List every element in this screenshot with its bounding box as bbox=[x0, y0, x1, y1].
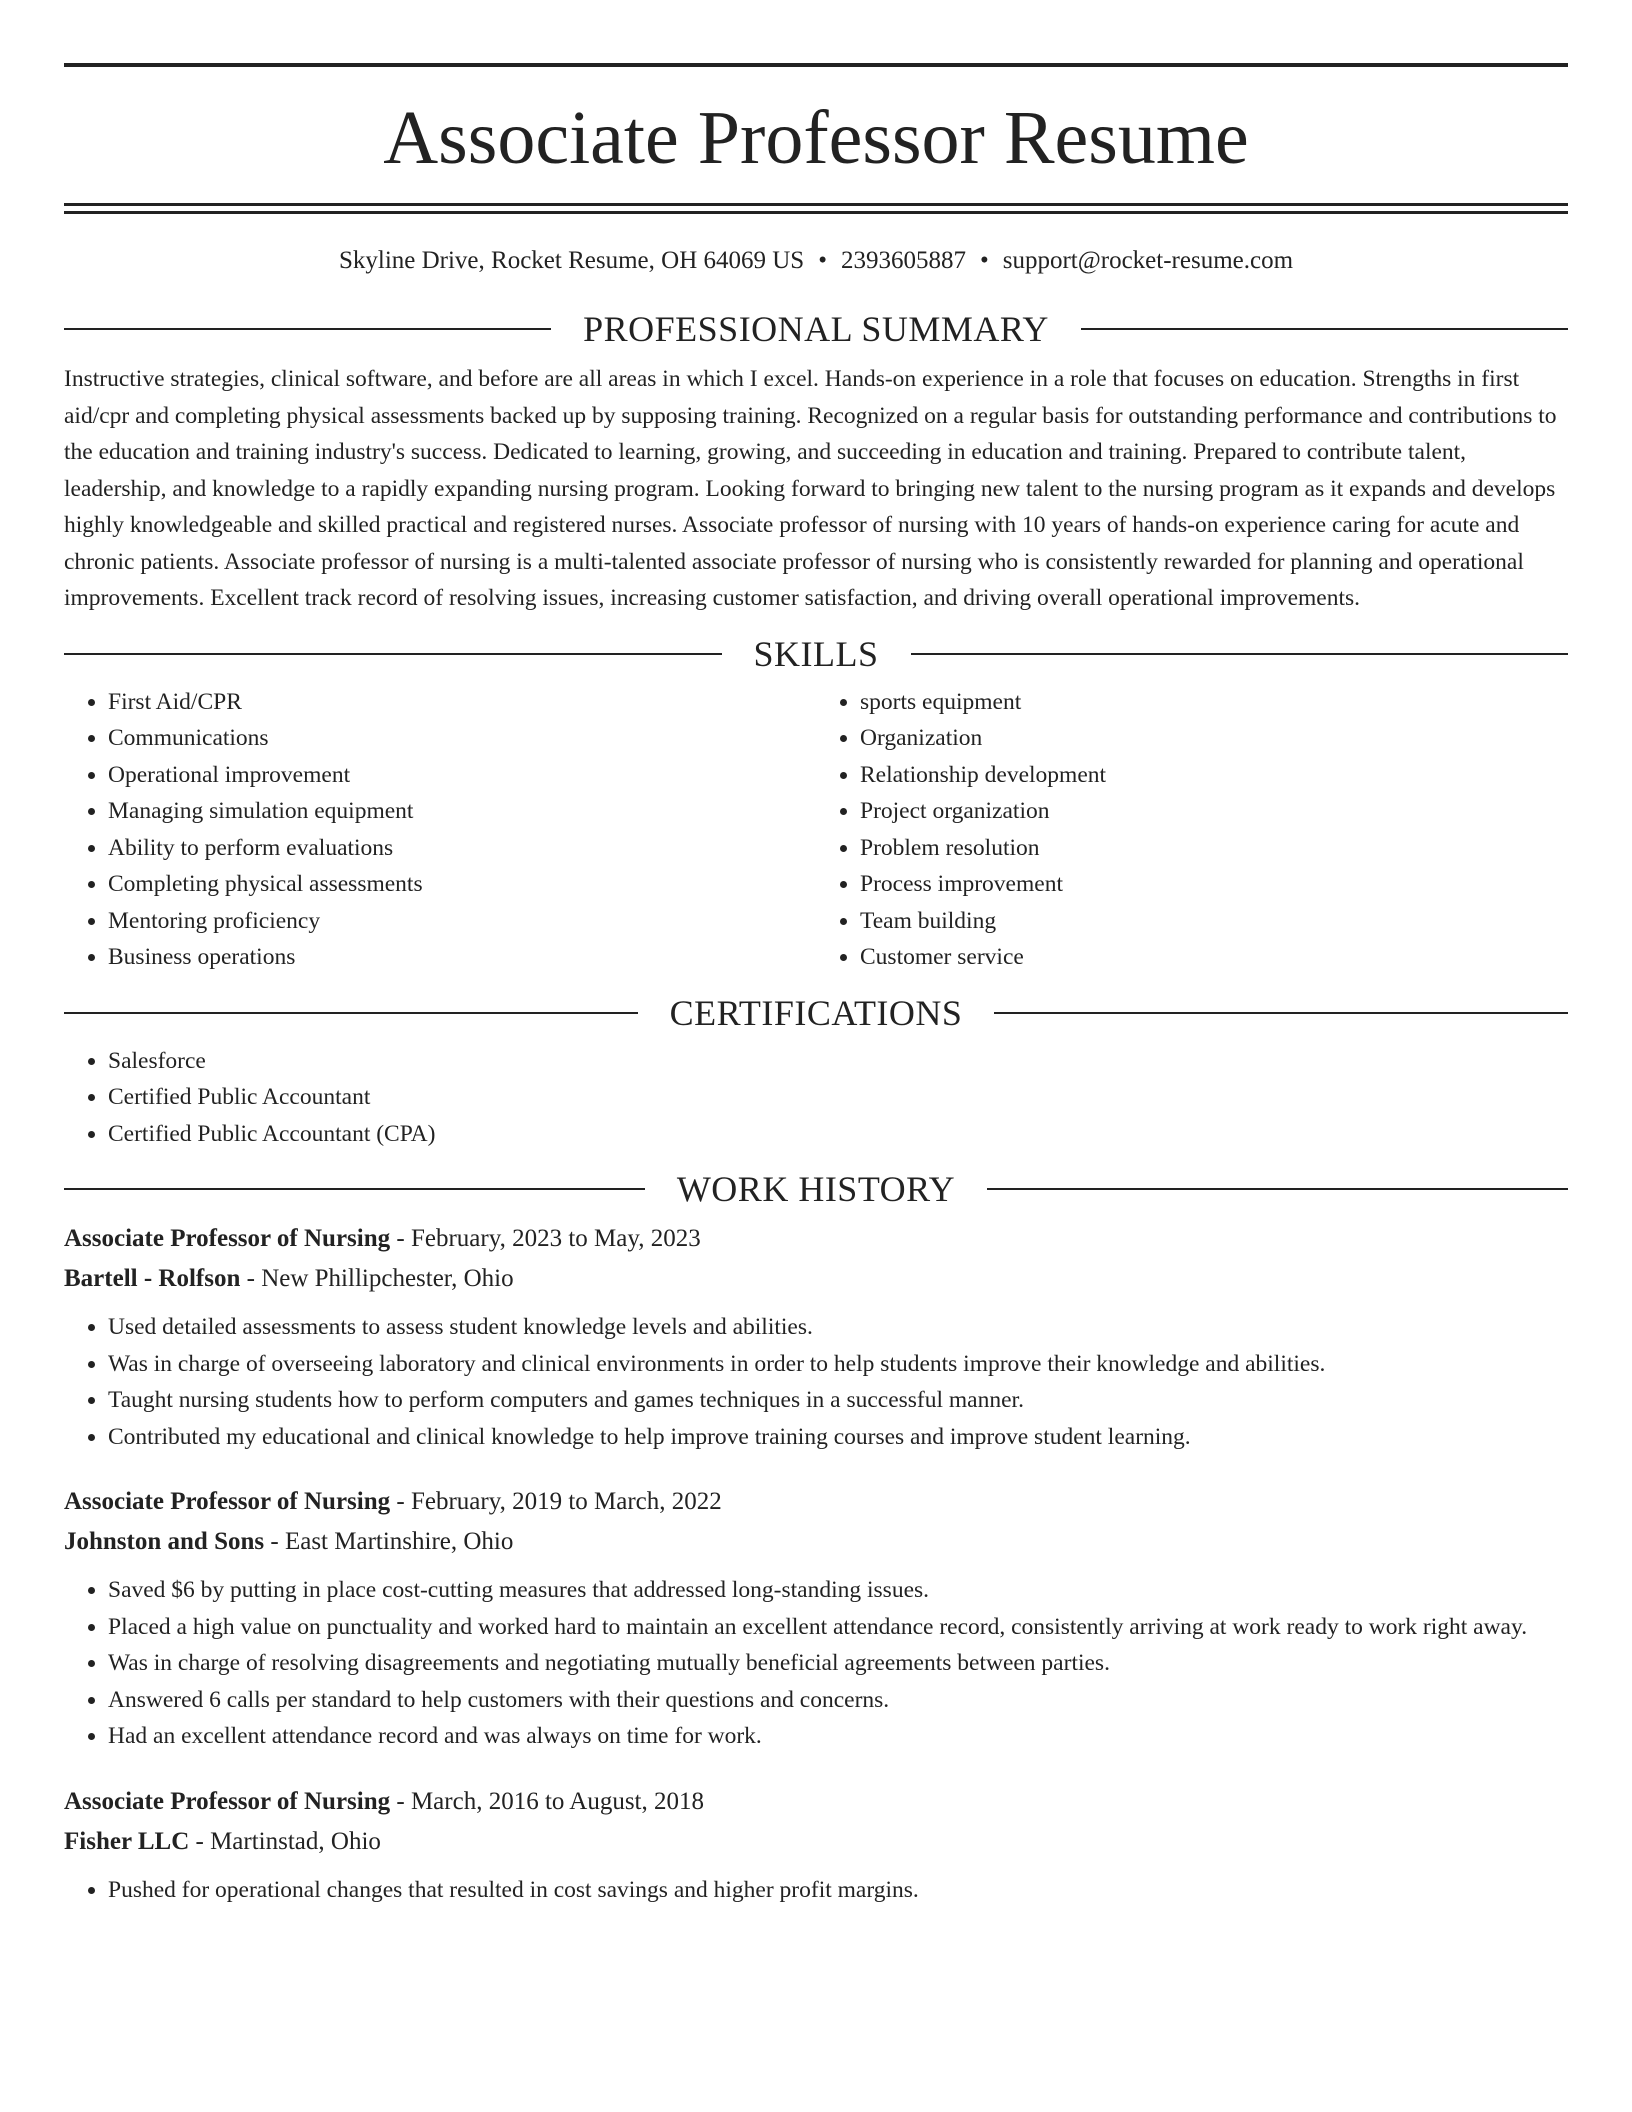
job-bullet: • Saved $6 by putting in place cost-cutting measures that addressed long-standing issues. bbox=[108, 1572, 1568, 1609]
job-dates: - February, 2019 to March, 2022 bbox=[390, 1488, 722, 1515]
skill-item: • Organization bbox=[860, 720, 1568, 757]
work-history-heading-label: WORK HISTORY bbox=[676, 1169, 956, 1209]
skill-item: • Operational improvement bbox=[108, 757, 816, 794]
skill-item: • Project organization bbox=[860, 793, 1568, 830]
job-bullet: • Placed a high value on punctuality and worked hard to maintain an excellent attendance record, consistently arriving at work ready to work right away. bbox=[108, 1609, 1568, 1646]
skill-item: • Problem resolution bbox=[860, 830, 1568, 867]
job-location: - Martinstad, Ohio bbox=[189, 1827, 381, 1855]
skills-columns bbox=[64, 684, 1568, 976]
skill-item: • Completing physical assessments bbox=[108, 866, 816, 903]
certification-item: • Certified Public Accountant bbox=[108, 1079, 1568, 1116]
job-company: Fisher LLC bbox=[64, 1827, 190, 1855]
job-title: Associate Professor of Nursing bbox=[64, 1225, 391, 1252]
contact-separator: • bbox=[979, 247, 989, 274]
certifications-heading bbox=[64, 992, 1568, 1033]
contact-address: Skyline Drive, Rocket Resume, OH 64069 US bbox=[338, 247, 805, 274]
skill-item: • Ability to perform evaluations bbox=[108, 830, 816, 867]
contact-line bbox=[64, 248, 1568, 276]
summary-text: Instructive strategies, clinical software, and before are all areas in which I excel. Hands-on experience in a role that focuses on education. Strengths in first aid/cpr and completing physical assessments backed up by supposing training. Recognized on a regular basis for outstanding performance and contributions to the education and training industry's success. Dedicated to learning, growing, and succeeding in education and training. Prepared to contribute talent, leadership, and knowledge to a rapidly expanding nursing program. Looking forward to bringing new talent to the nursing program as it expands and develops highly knowledgeable and skilled practical and registered nurses. Associate professor of nursing with 10 years of hands-on experience caring for acute and chronic patients. Associate professor of nursing is a multi-talented associate professor of nursing who is consistently rewarded for planning and operational improvements. Excellent track record of resolving issues, increasing customer satisfaction, and driving overall operational improvements. bbox=[64, 366, 1557, 611]
skill-item: • Customer service bbox=[860, 939, 1568, 976]
heading-rule-right bbox=[994, 1012, 1568, 1014]
job-bullets bbox=[64, 1572, 1568, 1755]
skills-list-right bbox=[816, 684, 1568, 976]
summary-heading bbox=[64, 311, 1568, 347]
job-entry bbox=[64, 1219, 1568, 1455]
job-bullet: • Was in charge of overseeing laboratory and clinical environments in order to help students improve their knowledge and abilities. bbox=[108, 1346, 1568, 1383]
heading-rule-left bbox=[64, 653, 722, 655]
job-bullets bbox=[64, 1872, 1568, 1909]
job-bullet: • Contributed my educational and clinical knowledge to help improve training courses and improve student learning. bbox=[108, 1419, 1568, 1456]
heading-rule-right bbox=[1081, 328, 1568, 330]
heading-rule-left bbox=[64, 1012, 638, 1014]
job-company-line bbox=[64, 1259, 1568, 1299]
job-title-line bbox=[64, 1219, 1568, 1259]
job-title: Associate Professor of Nursing bbox=[64, 1488, 391, 1515]
contact-email[interactable]: support@rocket-resume.com bbox=[1002, 247, 1294, 274]
certification-item: • Salesforce bbox=[108, 1043, 1568, 1080]
skills-heading bbox=[64, 633, 1568, 674]
skill-item: • Relationship development bbox=[860, 757, 1568, 794]
job-bullet: • Taught nursing students how to perform computers and games techniques in a successful manner. bbox=[108, 1382, 1568, 1419]
job-dates: - February, 2023 to May, 2023 bbox=[390, 1225, 701, 1252]
job-title-line bbox=[64, 1482, 1568, 1522]
job-entry bbox=[64, 1782, 1568, 1909]
work-history-heading bbox=[64, 1171, 1568, 1207]
job-company: Johnston and Sons bbox=[64, 1528, 265, 1555]
heading-rule-left bbox=[64, 328, 551, 330]
contact-phone[interactable]: 2393605887 bbox=[840, 247, 966, 274]
contact-separator: • bbox=[818, 247, 827, 274]
job-dates: - March, 2016 to August, 2018 bbox=[390, 1787, 704, 1815]
job-title: Associate Professor of Nursing bbox=[64, 1787, 391, 1815]
skill-item: • Managing simulation equipment bbox=[108, 793, 816, 830]
certifications-list bbox=[64, 1043, 1568, 1153]
job-location: - New Phillipchester, Ohio bbox=[240, 1265, 514, 1292]
job-entry bbox=[64, 1482, 1568, 1755]
job-bullet: • Pushed for operational changes that resulted in cost savings and higher profit margins. bbox=[108, 1872, 1568, 1909]
skill-item: • sports equipment bbox=[860, 684, 1568, 721]
skill-item: • Mentoring proficiency bbox=[108, 903, 816, 940]
heading-rule-left bbox=[64, 1188, 645, 1190]
job-bullet: • Used detailed assessments to assess student knowledge levels and abilities. bbox=[108, 1309, 1568, 1346]
skill-item: • First Aid/CPR bbox=[108, 684, 816, 721]
job-bullets bbox=[64, 1309, 1568, 1455]
job-location: - East Martinshire, Ohio bbox=[264, 1528, 514, 1555]
page-title: Associate Professor Resume bbox=[383, 96, 1249, 180]
job-company-line bbox=[64, 1822, 1568, 1862]
skill-item: • Process improvement bbox=[860, 866, 1568, 903]
title-double-rule bbox=[64, 203, 1568, 214]
job-bullet: • Was in charge of resolving disagreements and negotiating mutually beneficial agreements between parties. bbox=[108, 1645, 1568, 1682]
skill-item: • Communications bbox=[108, 720, 816, 757]
job-title-line bbox=[64, 1782, 1568, 1822]
heading-rule-right bbox=[911, 653, 1569, 655]
job-company-line bbox=[64, 1522, 1568, 1562]
certifications-heading-label: CERTIFICATIONS bbox=[669, 992, 963, 1033]
summary-heading-label: PROFESSIONAL SUMMARY bbox=[583, 309, 1049, 349]
heading-rule-right bbox=[987, 1188, 1568, 1190]
skill-item: • Team building bbox=[860, 903, 1568, 940]
certification-item: • Certified Public Accountant (CPA) bbox=[108, 1116, 1568, 1153]
skills-heading-label: SKILLS bbox=[753, 633, 879, 674]
job-bullet: • Had an excellent attendance record and was always on time for work. bbox=[108, 1718, 1568, 1755]
job-bullet: • Answered 6 calls per standard to help customers with their questions and concerns. bbox=[108, 1682, 1568, 1719]
skill-item: • Business operations bbox=[108, 939, 816, 976]
job-company: Bartell - Rolfson bbox=[64, 1265, 241, 1292]
skills-list-left bbox=[64, 684, 816, 976]
